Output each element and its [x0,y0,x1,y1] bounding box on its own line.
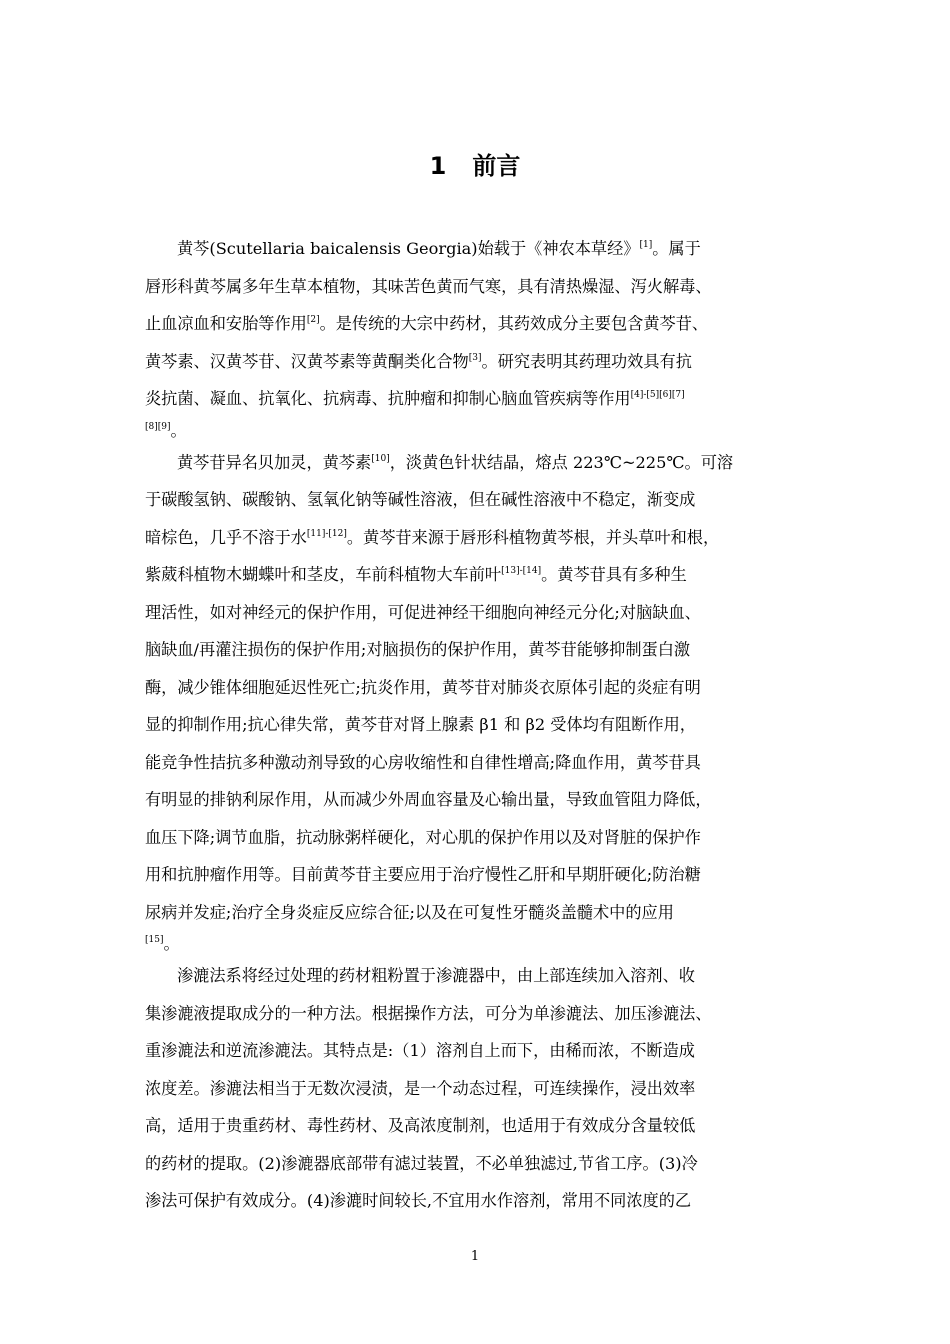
text-line [145,931,815,957]
text-line [145,418,815,444]
line-text: 唇形科黄芩属多年生草本植物，其味苦色黄而气寒，具有清热燥湿、泻火解毒、 [145,276,712,296]
text-line [145,1182,815,1220]
line-text: 浓度差。渗漉法相当于无数次浸渍，是一个动态过程，可连续操作，浸出效率 [145,1078,696,1098]
citation-reference: [2] [306,315,320,325]
citation-reference: [11]-[12] [306,528,347,539]
line-text: 高，适用于贵重药材、毒性药材、及高浓度制剂，也适用于有效成分含量较低 [145,1116,696,1135]
line-text: 重渗漉法和逆流渗漉法。其特点是:（1）溶剂自上而下，由稀而浓，不断造成 [145,1041,695,1060]
line-text: 酶，减少锥体细胞延迟性死亡;抗炎作用，黄芩苷对肺炎衣原体引起的炎症有明 [145,677,701,697]
line-text: 黄芩素、汉黄芩苷、汉黄芩素等黄酮类化合物 [145,351,469,371]
line-text: 渗法可保护有效成分。(4)渗漉时间较长,不宜用水作溶剂，常用不同浓度的乙 [145,1191,692,1210]
line-text: 紫葳科植物木蝴蝶叶和茎皮，车前科植物大车前叶 [145,565,502,584]
page-number: 1 [470,1249,480,1264]
line-text: 血压下降;调节血脂，抗动脉粥样硬化，对心肌的保护作用以及对肾脏的保护作 [145,827,701,847]
text-line [145,669,815,707]
text-line [145,380,815,418]
line-text: 于碳酸氢钠、碳酸钠、氢氧化钠等碱性溶液，但在碱性溶液中不稳定，渐变成 [145,490,696,509]
line-text-after: 。黄芩苷具有多种生 [541,565,687,584]
line-text: 渗漉法系将经过处理的药材粗粉置于渗漉器中，由上部连续加入溶剂、收 [177,966,695,985]
text-line [145,706,815,744]
text-line [145,1145,815,1183]
line-text-after: 。 [163,934,180,953]
citation-reference: [13]-[14] [501,566,542,576]
line-text: 用和抗肿瘤作用等。目前黄芩苷主要应用于治疗慢性乙肝和早期肝硬化;防治糖 [145,865,701,884]
text-line [145,631,815,669]
line-text-after: 。是传统的大宗中药材，其药效成分主要包含黄芩苷、 [319,314,709,333]
text-line [145,594,815,632]
text-line [145,957,815,995]
citation-reference: [4]-[5][6][7] [630,390,685,400]
line-text: 理活性，如对神经元的保护作用，可促进神经干细胞向神经元分化;对脑缺血、 [145,602,701,622]
line-text: 黄芩苷异名贝加灵，黄芩素 [177,452,372,472]
text-line [145,744,815,782]
line-text: 显的抑制作用;抗心律失常，黄芩苷对肾上腺素 β1 和 β2 受体均有阻断作用， [145,715,696,734]
citation-reference: [10] [371,453,390,464]
citation-reference: [3] [468,352,482,363]
text-line [145,819,815,857]
line-text: 尿病并发症;治疗全身炎症反应综合征;以及在可复性牙髓炎盖髓术中的应用 [145,902,674,922]
line-text: 脑缺血/再灌注损伤的保护作用;对脑损伤的保护作用，黄芩苷能够抑制蛋白激 [145,640,691,659]
text-line [145,556,815,594]
text-line [145,1107,815,1145]
line-text-after: 。黄芩苷来源于唇形科植物黄芩根，并头草叶和根， [346,527,720,547]
line-text-after: 。 [170,420,187,440]
text-line [145,343,815,381]
text-line [145,230,815,268]
text-line [145,856,815,894]
text-line [145,894,815,932]
line-text: 炎抗菌、凝血、抗氧化、抗病毒、抗肿瘤和抑制心脑血管疾病等作用 [145,389,631,408]
line-text: 暗棕色，几乎不溶于水 [145,527,307,547]
text-line [145,519,815,557]
line-text: 有明显的排钠利尿作用，从而减少外周血容量及心输出量，导致血管阻力降低， [145,790,712,809]
text-line [145,305,815,343]
citation-reference: [1] [639,240,653,250]
text-line [145,481,815,519]
line-text: 黄芩(Scutellaria baicalensis Georgia)始载于《神农本草经》 [177,239,640,258]
line-text: 能竞争性拮抗多种激动剂导致的心房收缩性和自律性增高;降血作用，黄芩苷具 [145,752,701,772]
citation-reference: [8][9] [145,421,171,432]
text-line [145,781,815,819]
line-text-after: 。属于 [652,239,701,258]
line-text: 的药材的提取。(2)渗漉器底部带有滤过装置，不必单独滤过,节省工序。(3)冷 [145,1153,698,1173]
text-line [145,444,815,482]
text-line [145,268,815,306]
text-line [145,995,815,1033]
line-text-after: ，淡黄色针状结晶，熔点 223℃~225℃。可溶 [389,452,734,472]
line-text: 集渗漉液提取成分的一种方法。根据操作方法，可分为单渗漉法、加压渗漉法、 [145,1003,712,1023]
line-text-after: 。研究表明其药理功效具有抗 [481,351,692,371]
body-text [145,230,815,1220]
text-line [145,1032,815,1070]
section-number: 1 [429,152,447,180]
citation-reference: [15] [145,935,164,945]
line-text: 止血凉血和安胎等作用 [145,314,307,333]
section-heading [0,148,950,184]
section-title: 前言 [472,152,521,180]
text-line [145,1070,815,1108]
